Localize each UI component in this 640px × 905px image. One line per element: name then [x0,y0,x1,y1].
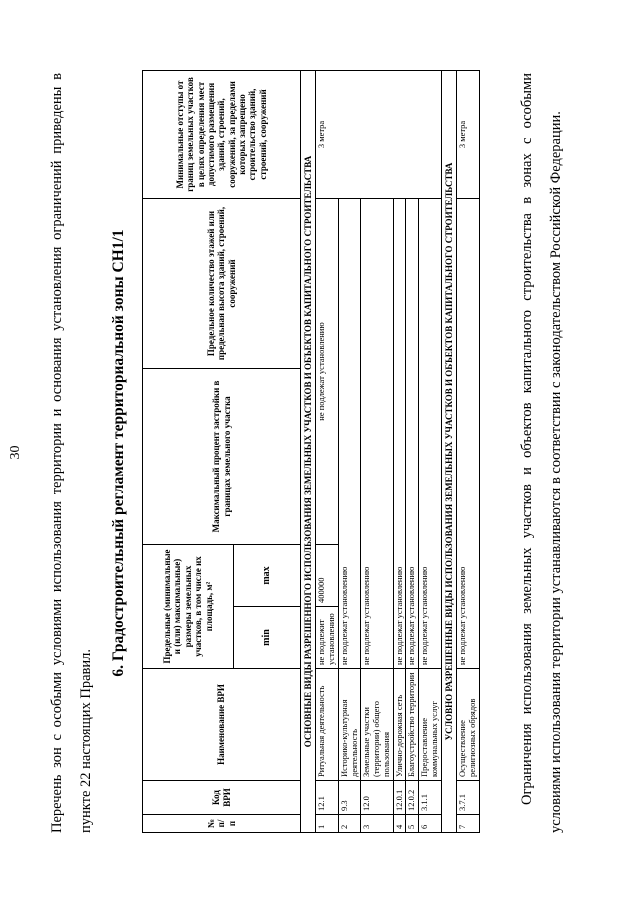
cell-setback: 3 метра [316,70,441,198]
section-main-title: ОСНОВНЫЕ ВИДЫ РАЗРЕШЕННОГО ИСПОЛЬЗОВАНИЯ ЗЕМЕЛЬНЫХ УЧАСТКОВ И ОБЪЕКТОВ КАПИТАЛЬНОГО СТРОИТЕЛЬСТВА [301,70,316,832]
header-name: Наименование ВРИ [143,669,301,781]
header-size: Предельные (минимальные и (или) максимальные) размеры земельных участков, в том числе их площадь, м² [143,544,234,668]
cell-name: Земельные участки (территории) общего пользования [361,669,393,781]
cell-num: 6 [419,815,442,833]
regulation-table [142,70,480,833]
cell-num: 2 [338,815,361,833]
table-row [457,70,480,832]
header-max: max [234,544,301,606]
cell-num: 7 [457,815,480,833]
cell-name: Улично-дорожная сеть [393,669,406,781]
cell-merged: не подлежат установлению [457,198,480,668]
cell-merged: не подлежат установлению [361,198,393,668]
cell-setback: 3 метра [457,70,480,198]
cell-code: 12.0.1 [393,781,406,815]
cell-num: 5 [406,815,419,833]
cell-num: 1 [316,815,339,833]
cell-max: 400000 [316,544,339,606]
cell-name: Осуществление религиозных обрядов [457,669,480,781]
header-build-percent: Максимальный процент застройки в границах земельного участка [143,368,301,544]
page-number: 30 [8,445,23,460]
cell-merged: не подлежат установлению [338,198,361,668]
intro-paragraph [43,73,101,833]
header-floors: Предельное количество этажей или предельная высота зданий, строений, сооружений [143,198,301,368]
section-conditional-title: УСЛОВНО РАЗРЕШЕННЫЕ ВИДЫ ИСПОЛЬЗОВАНИЯ ЗЕМЕЛЬНЫХ УЧАСТКОВ И ОБЪЕКТОВ КАПИТАЛЬНОГО СТРОИТЕЛЬСТВА [441,70,456,832]
cell-code: 3.1.1 [419,781,442,815]
cell-name: Предоставление коммунальных услуг [419,669,442,781]
header-code: Код ВРИ [143,781,301,815]
cell-min: не подлежит установлению [316,607,339,669]
header-setback: Минимальные отступы от границ земельных участков в целях определения мест допустимого размещения зданий, строений, сооружений, за пределами которых запрещено строительство зданий, строений, сооружений [143,70,301,198]
cell-code: 9.3 [338,781,361,815]
cell-code: 12.0.2 [406,781,419,815]
header-num: № п/п [143,815,301,833]
cell-name: Благоустройство территории [406,669,419,781]
cell-code: 12.0 [361,781,393,815]
cell-num: 3 [361,815,393,833]
cell-merged: не подлежат установлению [393,198,406,668]
cell-num: 4 [393,815,406,833]
table-row [316,70,339,832]
cell-merged: не подлежат установлению [419,198,442,668]
intro-line-2: пункте 22 настоящих Правил. [78,649,94,833]
cell-name: Ритуальная деятельность [316,669,339,781]
cell-name: Историко-культурная деятельность [338,669,361,781]
cell-merged: не подлежат установлению [406,198,419,668]
header-min: min [234,607,301,669]
cell-merged: не подлежат установлению [316,198,339,544]
section-heading: 6. Градостроительный регламент территориальной зоны СН1/1 [110,229,127,677]
closing-paragraph: Ограничения использования земельных участков и объектов капитального строительства в зонах с особыми условиями использования территории устанавливаются в соответствии с законодательством Российской Федерации. [519,73,564,833]
intro-line-1: Перечень зон с особыми условиями использования территории и основания установления ограничений приведены в [49,73,65,833]
cell-code: 12.1 [316,781,339,815]
cell-code: 3.7.1 [457,781,480,815]
